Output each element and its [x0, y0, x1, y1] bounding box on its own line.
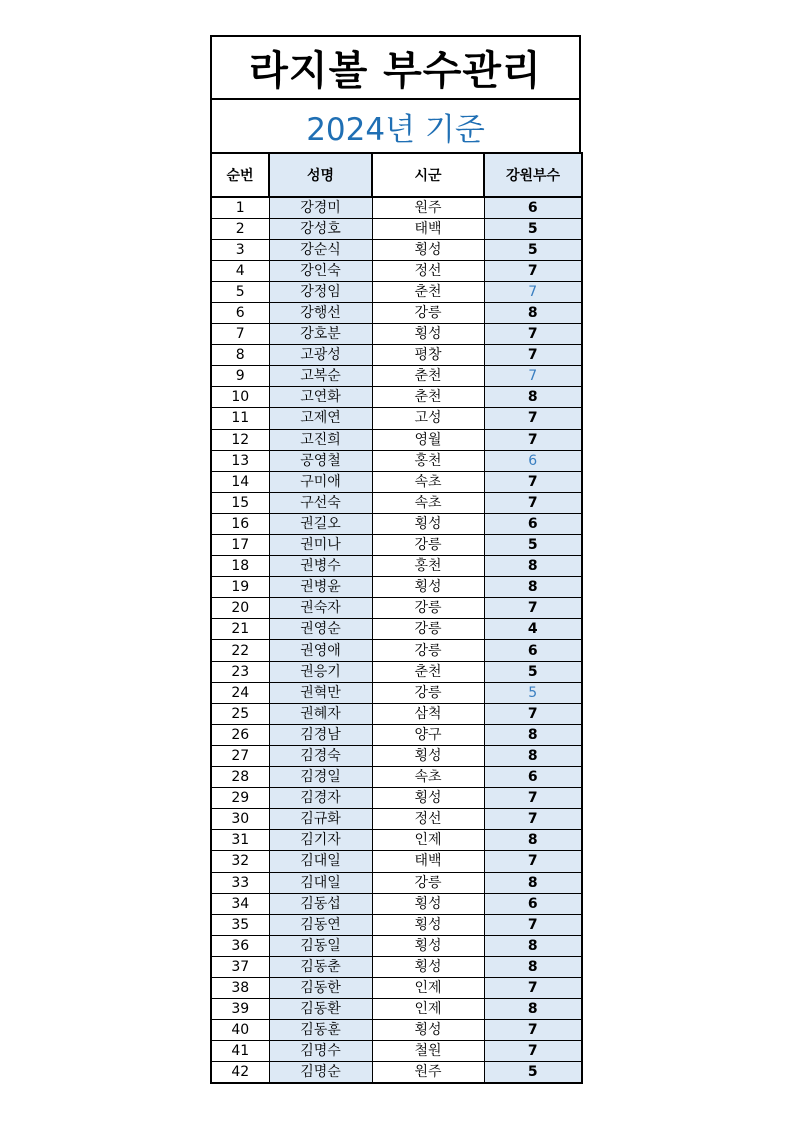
row-city: 정선	[372, 260, 484, 281]
row-number: 13	[211, 450, 269, 471]
row-number: 32	[211, 851, 269, 872]
row-name: 김경자	[269, 788, 372, 809]
row-number: 26	[211, 724, 269, 745]
table-row	[211, 471, 582, 492]
row-name: 김동연	[269, 914, 372, 935]
row-name: 김동훈	[269, 1020, 372, 1041]
row-count: 6	[484, 640, 582, 661]
row-number: 27	[211, 745, 269, 766]
row-city: 속초	[372, 471, 484, 492]
row-count: 8	[484, 556, 582, 577]
row-city: 인제	[372, 977, 484, 998]
row-count: 6	[484, 197, 582, 218]
row-count: 7	[484, 260, 582, 281]
row-number: 33	[211, 872, 269, 893]
row-city: 속초	[372, 767, 484, 788]
row-count: 7	[484, 345, 582, 366]
row-city: 횡성	[372, 513, 484, 534]
row-name: 강순식	[269, 239, 372, 260]
table-row	[211, 703, 582, 724]
row-number: 37	[211, 956, 269, 977]
row-name: 김동환	[269, 999, 372, 1020]
table-row	[211, 408, 582, 429]
row-number: 16	[211, 513, 269, 534]
row-name: 공영철	[269, 450, 372, 471]
row-number: 4	[211, 260, 269, 281]
row-count: 8	[484, 387, 582, 408]
row-city: 홍천	[372, 450, 484, 471]
row-city: 태백	[372, 851, 484, 872]
table-row	[211, 851, 582, 872]
row-city: 횡성	[372, 788, 484, 809]
row-city: 고성	[372, 408, 484, 429]
row-name: 김명수	[269, 1041, 372, 1062]
row-count: 7	[484, 598, 582, 619]
table-row	[211, 324, 582, 345]
row-city: 강릉	[372, 872, 484, 893]
row-city: 원주	[372, 197, 484, 218]
row-count: 7	[484, 788, 582, 809]
row-city: 평창	[372, 345, 484, 366]
row-count: 7	[484, 1041, 582, 1062]
row-number: 19	[211, 577, 269, 598]
row-name: 권병윤	[269, 577, 372, 598]
table-row	[211, 788, 582, 809]
row-count: 5	[484, 239, 582, 260]
row-name: 김명순	[269, 1062, 372, 1083]
table-row	[211, 1062, 582, 1083]
row-number: 24	[211, 682, 269, 703]
row-count: 7	[484, 914, 582, 935]
table-row	[211, 767, 582, 788]
row-name: 김대일	[269, 851, 372, 872]
table-row	[211, 682, 582, 703]
table-row	[211, 914, 582, 935]
row-city: 태백	[372, 218, 484, 239]
row-name: 권영애	[269, 640, 372, 661]
row-count: 7	[484, 703, 582, 724]
row-name: 권혁만	[269, 682, 372, 703]
table-row	[211, 535, 582, 556]
row-count: 6	[484, 767, 582, 788]
row-name: 구선숙	[269, 492, 372, 513]
row-count: 8	[484, 956, 582, 977]
table-row	[211, 387, 582, 408]
table-row	[211, 893, 582, 914]
row-city: 강릉	[372, 598, 484, 619]
row-name: 고연화	[269, 387, 372, 408]
row-name: 김동한	[269, 977, 372, 998]
row-name: 강성호	[269, 218, 372, 239]
row-number: 7	[211, 324, 269, 345]
row-city: 춘천	[372, 387, 484, 408]
row-count: 8	[484, 724, 582, 745]
row-number: 42	[211, 1062, 269, 1083]
row-number: 15	[211, 492, 269, 513]
row-number: 31	[211, 830, 269, 851]
table-row	[211, 956, 582, 977]
table-row	[211, 429, 582, 450]
row-count: 7	[484, 809, 582, 830]
row-count: 5	[484, 1062, 582, 1083]
table-body	[211, 197, 582, 1083]
row-count: 8	[484, 872, 582, 893]
row-count: 8	[484, 830, 582, 851]
row-name: 강정임	[269, 281, 372, 302]
table-row	[211, 935, 582, 956]
table-row	[211, 260, 582, 281]
header-count: 강원부수	[484, 153, 582, 197]
row-count: 5	[484, 218, 582, 239]
roster-sheet	[210, 35, 581, 1084]
row-count: 8	[484, 935, 582, 956]
row-number: 39	[211, 999, 269, 1020]
row-number: 28	[211, 767, 269, 788]
table-row	[211, 239, 582, 260]
row-number: 25	[211, 703, 269, 724]
row-count: 7	[484, 366, 582, 387]
row-number: 20	[211, 598, 269, 619]
row-count: 5	[484, 535, 582, 556]
row-name: 김기자	[269, 830, 372, 851]
row-count: 6	[484, 513, 582, 534]
row-city: 인제	[372, 999, 484, 1020]
row-number: 14	[211, 471, 269, 492]
row-count: 8	[484, 745, 582, 766]
row-city: 횡성	[372, 893, 484, 914]
row-number: 29	[211, 788, 269, 809]
row-number: 38	[211, 977, 269, 998]
row-city: 강릉	[372, 619, 484, 640]
table-row	[211, 745, 582, 766]
row-city: 홍천	[372, 556, 484, 577]
row-city: 횡성	[372, 1020, 484, 1041]
header-name: 성명	[269, 153, 372, 197]
table-row	[211, 197, 582, 218]
row-count: 8	[484, 999, 582, 1020]
row-count: 7	[484, 429, 582, 450]
row-city: 영월	[372, 429, 484, 450]
row-name: 권혜자	[269, 703, 372, 724]
row-number: 36	[211, 935, 269, 956]
table-row	[211, 556, 582, 577]
row-name: 김경일	[269, 767, 372, 788]
table-row	[211, 345, 582, 366]
row-count: 7	[484, 281, 582, 302]
row-name: 김경남	[269, 724, 372, 745]
table-header-row	[211, 153, 582, 197]
row-city: 횡성	[372, 914, 484, 935]
row-city: 횡성	[372, 935, 484, 956]
table-row	[211, 1041, 582, 1062]
table-row	[211, 598, 582, 619]
row-number: 5	[211, 281, 269, 302]
table-row	[211, 999, 582, 1020]
page-title: 라지볼 부수관리	[210, 35, 581, 100]
table-row	[211, 302, 582, 323]
row-count: 6	[484, 893, 582, 914]
row-city: 속초	[372, 492, 484, 513]
row-name: 권응기	[269, 661, 372, 682]
row-number: 17	[211, 535, 269, 556]
row-number: 34	[211, 893, 269, 914]
row-name: 김동일	[269, 935, 372, 956]
row-number: 2	[211, 218, 269, 239]
row-number: 23	[211, 661, 269, 682]
member-table	[210, 152, 583, 1084]
table-row	[211, 724, 582, 745]
row-count: 8	[484, 577, 582, 598]
row-name: 강경미	[269, 197, 372, 218]
row-number: 22	[211, 640, 269, 661]
row-count: 5	[484, 661, 582, 682]
row-count: 7	[484, 492, 582, 513]
row-city: 정선	[372, 809, 484, 830]
row-number: 35	[211, 914, 269, 935]
row-number: 1	[211, 197, 269, 218]
row-number: 8	[211, 345, 269, 366]
row-count: 5	[484, 682, 582, 703]
row-number: 18	[211, 556, 269, 577]
row-city: 철원	[372, 1041, 484, 1062]
row-city: 강릉	[372, 682, 484, 703]
table-row	[211, 218, 582, 239]
row-name: 김동섭	[269, 893, 372, 914]
row-city: 횡성	[372, 324, 484, 345]
row-name: 권길오	[269, 513, 372, 534]
row-count: 7	[484, 471, 582, 492]
row-name: 고광성	[269, 345, 372, 366]
header-city: 시군	[372, 153, 484, 197]
row-count: 7	[484, 408, 582, 429]
row-name: 강행선	[269, 302, 372, 323]
row-name: 강인숙	[269, 260, 372, 281]
table-row	[211, 872, 582, 893]
row-count: 4	[484, 619, 582, 640]
row-city: 양구	[372, 724, 484, 745]
row-number: 21	[211, 619, 269, 640]
row-city: 횡성	[372, 745, 484, 766]
row-city: 횡성	[372, 956, 484, 977]
table-row	[211, 577, 582, 598]
row-city: 강릉	[372, 302, 484, 323]
table-row	[211, 1020, 582, 1041]
table-row	[211, 366, 582, 387]
row-name: 권숙자	[269, 598, 372, 619]
row-name: 권병수	[269, 556, 372, 577]
row-count: 7	[484, 1020, 582, 1041]
row-city: 인제	[372, 830, 484, 851]
row-name: 권영순	[269, 619, 372, 640]
table-row	[211, 450, 582, 471]
row-city: 춘천	[372, 281, 484, 302]
row-number: 12	[211, 429, 269, 450]
row-name: 권미나	[269, 535, 372, 556]
row-city: 춘천	[372, 366, 484, 387]
table-row	[211, 977, 582, 998]
row-name: 김규화	[269, 809, 372, 830]
row-count: 7	[484, 851, 582, 872]
row-count: 7	[484, 977, 582, 998]
table-row	[211, 492, 582, 513]
row-name: 김동춘	[269, 956, 372, 977]
row-number: 40	[211, 1020, 269, 1041]
row-count: 7	[484, 324, 582, 345]
row-city: 원주	[372, 1062, 484, 1083]
row-city: 삼척	[372, 703, 484, 724]
row-city: 춘천	[372, 661, 484, 682]
row-name: 고진희	[269, 429, 372, 450]
row-count: 6	[484, 450, 582, 471]
table-row	[211, 661, 582, 682]
row-number: 30	[211, 809, 269, 830]
row-name: 고복순	[269, 366, 372, 387]
row-city: 횡성	[372, 239, 484, 260]
row-number: 41	[211, 1041, 269, 1062]
row-number: 9	[211, 366, 269, 387]
header-no: 순번	[211, 153, 269, 197]
row-name: 김대일	[269, 872, 372, 893]
row-number: 6	[211, 302, 269, 323]
table-row	[211, 281, 582, 302]
row-name: 김경숙	[269, 745, 372, 766]
row-number: 11	[211, 408, 269, 429]
row-number: 10	[211, 387, 269, 408]
table-row	[211, 809, 582, 830]
row-count: 8	[484, 302, 582, 323]
page-subtitle: 2024년 기준	[210, 100, 581, 152]
row-number: 3	[211, 239, 269, 260]
table-row	[211, 830, 582, 851]
row-name: 고제연	[269, 408, 372, 429]
row-name: 구미애	[269, 471, 372, 492]
table-row	[211, 619, 582, 640]
table-row	[211, 640, 582, 661]
row-city: 횡성	[372, 577, 484, 598]
table-row	[211, 513, 582, 534]
row-name: 강호분	[269, 324, 372, 345]
row-city: 강릉	[372, 640, 484, 661]
row-city: 강릉	[372, 535, 484, 556]
